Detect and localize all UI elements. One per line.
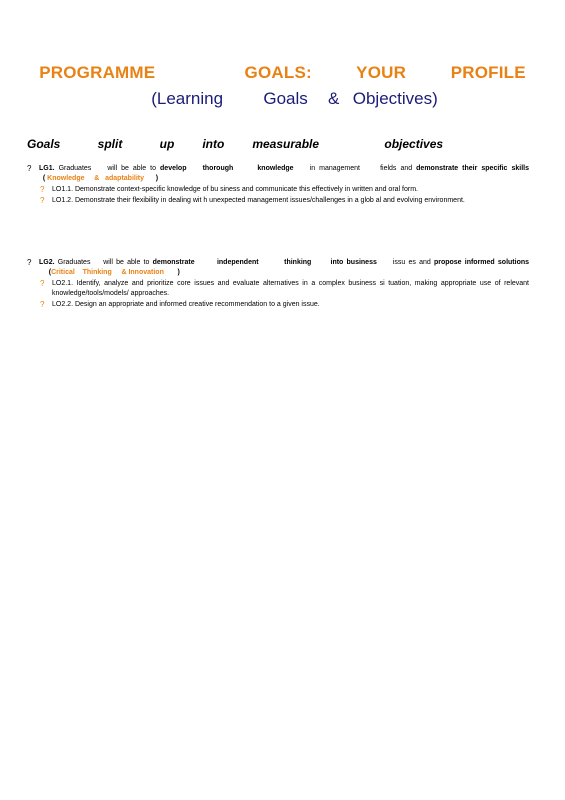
goal-competency-highlight: Knowledge & adaptability [47,175,145,182]
bullet-icon: ? [40,185,45,194]
objective-item [40,300,529,310]
bullet-icon: ? [40,196,45,205]
bullet-icon: ? [27,164,32,173]
objective-item [40,196,529,206]
section-heading: Goals split up into measurable objectives [27,137,444,151]
goal-bold-phrase: demonstrate independent thinking into business [152,259,377,266]
objective-text: LO1.1. Demonstrate context-specific knowledge of bu siness and communicate this effectively in written and oral form. [52,186,418,193]
goal-intro: Graduates will be able to [57,259,153,266]
paren-close: ) [144,175,159,182]
goal-text [39,258,529,278]
goal-bold-phrase-2: demonstrate their specific skills [416,165,529,172]
objective-item [40,185,529,195]
goal-bold-phrase-2: propose informed solutions [433,259,530,266]
bullet-icon: ? [40,300,45,309]
goal-mid-phrase: issu es and [376,259,434,266]
objective-list [40,185,529,206]
goal-competency-highlight: Critical Thinking & Innovation [51,269,164,276]
goal-text [39,164,529,184]
paren-open: ( [39,175,48,182]
paren-open: ( [39,269,52,276]
goal-id: LG1. [39,165,55,172]
objective-item [40,279,529,299]
page-title: PROGRAMME GOALS: YOUR PROFILE [39,63,526,82]
objective-text: LO2.1. Identify, analyze and prioritize core issues and evaluate alternatives in a complex business si tuation, making appropriate use of relevant knowledge/tools/models/ approaches. [52,280,529,297]
objective-list [40,279,529,310]
paren-close: ) [163,269,180,276]
learning-goal-2 [27,258,529,310]
goal-id: LG2. [39,259,55,266]
goal-intro: Graduates will be able to [58,165,161,172]
goal-mid-phrase: in management fields and [293,165,417,172]
bullet-icon: ? [40,279,45,288]
page-subtitle: (Learning Goals & Objectives) [151,89,438,108]
bullet-icon: ? [27,258,32,267]
learning-goal-1 [27,164,529,206]
objective-text: LO1.2. Demonstrate their flexibility in dealing wit h unexpected management issues/challenges in a glob al and evolving environment. [52,197,465,204]
objective-text: LO2.2. Design an appropriate and informed creative recommendation to a given issue. [52,301,320,308]
goal-bold-phrase: develop thorough knowledge [160,165,294,172]
